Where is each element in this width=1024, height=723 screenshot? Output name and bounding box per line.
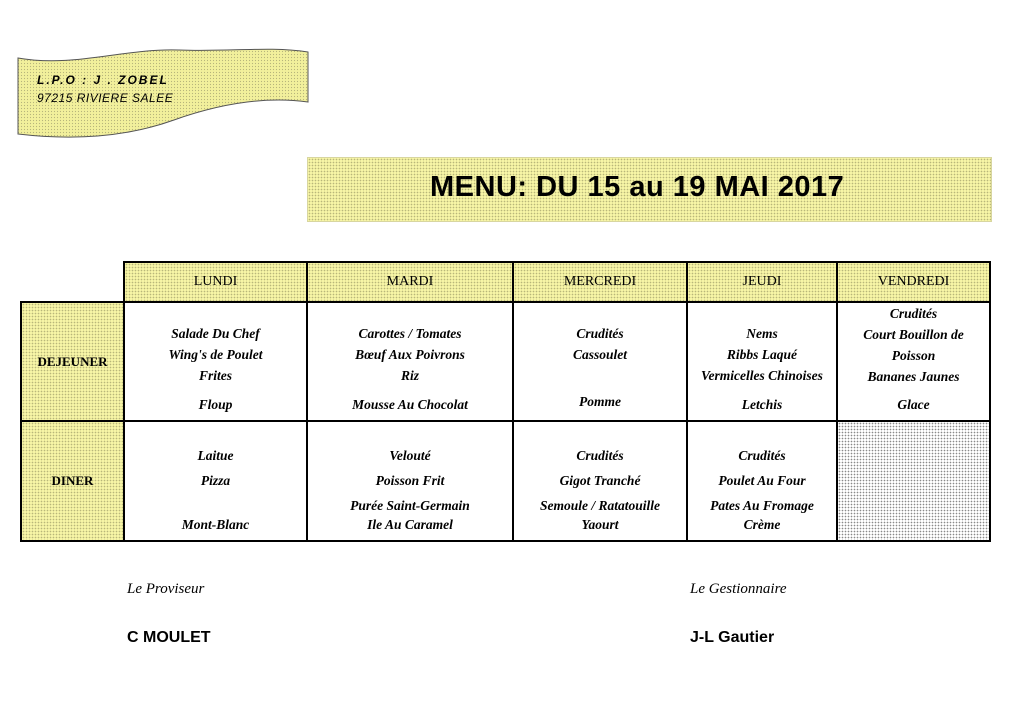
dejeuner-row <box>21 302 990 421</box>
menu-dessert: Mousse Au Chocolat <box>352 397 468 412</box>
menu-cell-diner-lundi <box>124 421 307 541</box>
menu-dessert: Floup <box>198 397 233 412</box>
menu-item: Cassoulet <box>572 347 627 362</box>
menu-table <box>20 261 991 542</box>
menu-cell-dejeuner-mardi <box>307 302 513 421</box>
menu-title-box <box>307 157 992 222</box>
menu-title: MENU: DU 15 au 19 MAI 2017 <box>430 171 845 203</box>
menu-item: Wing's de Poulet <box>168 347 263 362</box>
menu-item: Crudités <box>576 448 624 463</box>
gestionnaire-title: Le Gestionnaire <box>690 581 787 597</box>
menu-item: Semoule / Ratatouille <box>539 498 660 513</box>
menu-item: Riz <box>400 368 419 383</box>
gestionnaire-name: J-L Gautier <box>690 629 775 646</box>
menu-item: Crudités <box>889 306 938 321</box>
menu-dessert: Glace <box>897 397 930 412</box>
menu-dessert: Mont-Blanc <box>181 517 250 532</box>
menu-item: Bananes Jaunes <box>867 369 960 384</box>
menu-cell-diner-mercredi <box>513 421 687 541</box>
menu-item: Vermicelles Chinoises <box>701 368 823 383</box>
proviseur-title: Le Proviseur <box>127 581 205 597</box>
menu-cell-diner-mardi <box>307 421 513 541</box>
school-address: 97215 RIVIERE SALEE <box>37 91 174 105</box>
menu-cell-dejeuner-vendredi <box>837 302 990 421</box>
menu-dessert: Letchis <box>741 397 783 412</box>
row-label-dejeuner: DEJEUNER <box>21 302 124 421</box>
menu-item: Purée Saint-Germain <box>350 498 470 513</box>
day-header-vendredi: VENDREDI <box>837 262 990 302</box>
menu-item: Carottes / Tomates <box>358 326 462 341</box>
menu-cell-dejeuner-mercredi <box>513 302 687 421</box>
menu-item: Pizza <box>200 473 231 488</box>
menu-cell-dejeuner-jeudi <box>687 302 837 421</box>
menu-item: Laitue <box>197 448 234 463</box>
menu-item: Poisson Frit <box>375 473 445 488</box>
day-header-mercredi: MERCREDI <box>513 262 687 302</box>
diner-row <box>21 421 990 541</box>
proviseur-name: C MOULET <box>127 629 211 646</box>
corner-cell <box>21 262 124 302</box>
menu-item: Crudités <box>576 326 624 341</box>
day-header-mardi: MARDI <box>307 262 513 302</box>
menu-dessert: Crème <box>743 517 781 532</box>
menu-item: Frites <box>198 368 232 383</box>
row-label-diner: DINER <box>21 421 124 541</box>
menu-item: Court Bouillon de <box>863 327 964 342</box>
school-name: L.P.O : J . ZOBEL <box>37 73 169 87</box>
menu-cell-diner-vendredi-empty <box>837 421 990 541</box>
menu-item: Poulet Au Four <box>718 473 806 488</box>
menu-item: Ribbs Laqué <box>726 347 798 362</box>
menu-item: Nems <box>746 326 778 341</box>
school-banner <box>14 44 312 144</box>
menu-dessert: Pomme <box>579 394 621 409</box>
day-header-jeudi: JEUDI <box>687 262 837 302</box>
menu-item: Poisson <box>891 348 936 363</box>
menu-item: Velouté <box>389 448 431 463</box>
menu-cell-dejeuner-lundi <box>124 302 307 421</box>
menu-item: Pates Au Fromage <box>710 498 814 513</box>
menu-item: Crudités <box>738 448 786 463</box>
days-header-row <box>21 262 990 302</box>
menu-item: Salade Du Chef <box>171 326 260 341</box>
menu-dessert: Yaourt <box>581 517 619 532</box>
menu-cell-diner-jeudi <box>687 421 837 541</box>
day-header-lundi: LUNDI <box>124 262 307 302</box>
menu-dessert: Ile Au Caramel <box>367 517 453 532</box>
menu-item: Gigot Tranché <box>559 473 641 488</box>
menu-item: Bœuf Aux Poivrons <box>355 347 465 362</box>
